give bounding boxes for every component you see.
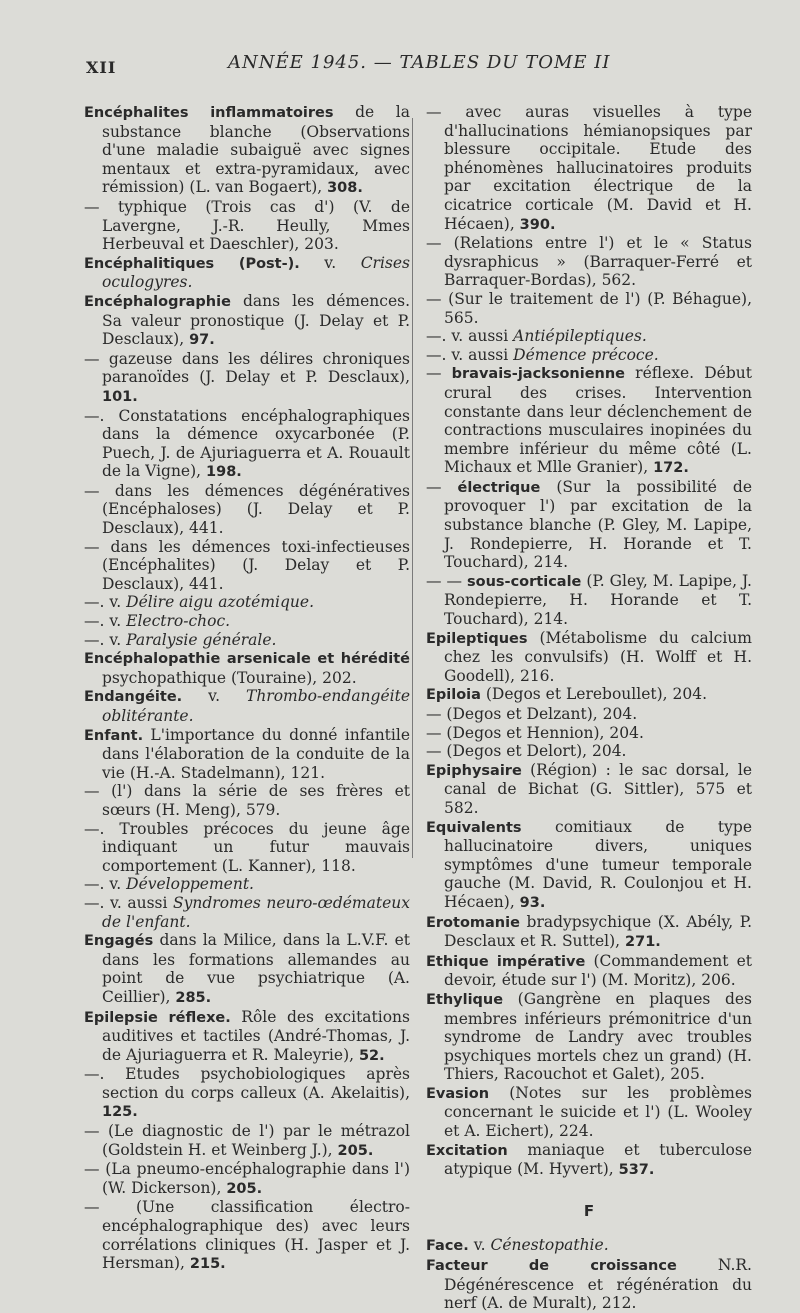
entry-page: 537.: [618, 1162, 655, 1179]
section-letter: F: [583, 1201, 595, 1220]
entry-heading: Facteur de croissance: [426, 1258, 677, 1275]
entry-text: dans les démences. Sa valeur pronostique (J. Delay et P. Desclaux),: [102, 291, 410, 349]
entry-heading: Engagés: [84, 933, 154, 950]
entry-text: — —: [426, 571, 468, 590]
entry-reference: Démence précoce.: [513, 345, 659, 364]
entry-text: v.: [299, 253, 361, 272]
left-column: [84, 103, 410, 1274]
index-entry: [84, 687, 410, 725]
entry-text: (Commandement et devoir, étude sur l') (M. Moritz), 206.: [444, 951, 752, 990]
index-entry: [426, 685, 752, 705]
entry-text: psychopathique (Touraine), 202.: [102, 668, 357, 687]
index-entry: [426, 327, 752, 346]
running-title: ANNÉE 1945. — TABLES DU TOME II: [228, 52, 611, 73]
entry-text: —: [426, 477, 458, 496]
entry-text: —. v. aussi: [426, 327, 514, 346]
entry-heading: Ethylique: [426, 991, 504, 1008]
entry-heading: Encéphalites inflammatoires: [84, 105, 334, 121]
index-entry: [84, 612, 410, 631]
column-divider: [412, 118, 413, 858]
right-column: [426, 103, 752, 1313]
entry-page: 198.: [206, 464, 242, 481]
entry-heading: Epiloia: [426, 687, 481, 704]
page-number: XII: [86, 58, 117, 77]
entry-heading: Equivalents: [426, 819, 522, 836]
entry-text: —. v.: [84, 593, 127, 612]
index-entry: [84, 482, 410, 538]
entry-text: v.: [182, 687, 246, 706]
entry-text: réflexe. Début crural des crises. Intervention constante dans leur déclenchement de contractions musculaires inopinées du membre inférieur du même côté (L. Michaux et Mlle Granier),: [444, 364, 752, 477]
index-entry: [426, 103, 752, 234]
entry-text: —. v. aussi: [426, 345, 514, 364]
entry-heading: Ethique impérative: [426, 953, 586, 970]
entry-page: 93.: [519, 894, 546, 911]
entry-text: — (Degos et Delzant), 204.: [426, 705, 638, 723]
index-entry: [84, 931, 410, 1007]
entry-page: 285.: [175, 989, 212, 1006]
entry-text: — (Sur le traitement de l') (P. Béhague), 565.: [426, 289, 752, 327]
index-entry: [426, 290, 752, 327]
entry-page: 215.: [189, 1256, 226, 1273]
entry-page: 125.: [102, 1104, 138, 1121]
entry-text: — (l') dans la série de ses frères et sœurs (H. Meng), 579.: [84, 782, 410, 819]
index-entry: [426, 478, 752, 572]
index-entry: [84, 875, 410, 894]
entry-text: maniaque et tuberculose atypique (M. Hyvert),: [444, 1140, 752, 1179]
entry-text: (Degos et Lereboullet), 204.: [480, 685, 708, 704]
entry-text: dans la Milice, dans la L.V.F. et dans les formations allemandes au point de vue psychiatrique (A. Ceillier),: [102, 931, 410, 1006]
index-entry: [426, 742, 752, 761]
entry-heading: Face.: [426, 1238, 469, 1255]
entry-text: v.: [468, 1236, 491, 1255]
entry-text: — (La pneumo-encéphalographie dans l') (W. Dickerson),: [84, 1160, 410, 1197]
entry-page: 308.: [327, 180, 363, 197]
index-entry: [84, 103, 410, 198]
entry-page: 172.: [653, 460, 689, 477]
entry-text: — dans les démences dégénératives (Encéphaloses) (J. Delay et P. Desclaux), 441.: [84, 481, 410, 538]
index-entry: [84, 782, 410, 819]
index-entry: [426, 1084, 752, 1141]
index-entry: [84, 1198, 410, 1273]
index-entry: [426, 952, 752, 990]
entry-heading: Endangéite.: [84, 689, 183, 706]
entry-text: —. Constatations encéphalographiques dans la démence oxycarbonée (P. Puech, J. de Ajuriaguerra et A. Rouault de la Vigne),: [84, 406, 410, 481]
entry-text: (Notes sur les problèmes concernant le suicide et l') (L. Wooley et A. Eichert), 224.: [444, 1083, 752, 1141]
index-entry: [426, 1141, 752, 1180]
entry-text: N.R. Dégénérescence et régénération du nerf (A. de Muralt), 212.: [444, 1256, 752, 1313]
index-entry: [84, 649, 410, 687]
entry-text: (Région) : le sac dorsal, le canal de Bichat (G. Sittler), 575 et 582.: [444, 760, 752, 817]
entry-heading: Excitation: [426, 1142, 508, 1159]
entry-heading: Evasion: [426, 1085, 490, 1102]
index-entry: [426, 1256, 752, 1313]
index-entry: [426, 818, 752, 913]
entry-heading: Encéphalopathie arsenicale et hérédité: [84, 651, 410, 668]
entry-text: — typhique (Trois cas d') (V. de Lavergne, J.-R. Heully, Mmes Herbeuval et Daeschler), 203.: [84, 197, 410, 254]
entry-heading: Erotomanie: [426, 914, 520, 931]
entry-text: (Sur la possibilité de provoquer l') par excitation de la substance blanche (P. Gley, M. Lapipe, J. Rondepierre, H. Horande et T. Touchard), 214.: [444, 477, 752, 572]
entry-text: —. v.: [84, 875, 127, 894]
entry-heading: Encéphalitiques (Post-).: [84, 255, 300, 272]
index-entry: [426, 364, 752, 478]
entry-text: (Gangrène en plaques des membres inférieurs prémonitrice d'un syndrome de Landry avec troubles psychiques mortels chez un grand) (H. Thiers, Racouchot et Galet), 205.: [444, 989, 752, 1084]
entry-text: —: [426, 364, 452, 383]
entry-page: 52.: [358, 1047, 385, 1064]
entry-text: — (Relations entre l') et le « Status dysraphicus » (Barraquer-Ferré et Barraquer-Bordas), 562.: [426, 234, 752, 290]
index-entry: [84, 1008, 410, 1066]
entry-reference: Cénestopathie.: [490, 1236, 609, 1255]
index-entry: [426, 234, 752, 290]
entry-text: de la substance blanche (Observations d'une maladie subaiguë avec signes mentaux et extra-pyramidaux, avec rémission) (L. van Bogaert),: [102, 103, 410, 197]
entry-text: — (Degos et Hennion), 204.: [426, 723, 644, 742]
index-entry: [84, 593, 410, 612]
index-entry: [426, 1236, 752, 1256]
entry-page: 271.: [625, 934, 661, 951]
index-entry: [84, 350, 410, 407]
index-entry: [84, 407, 410, 482]
index-entry: [426, 913, 752, 952]
entry-page: 205.: [337, 1142, 374, 1159]
entry-heading: Encéphalographie: [84, 293, 231, 310]
index-entry: [84, 894, 410, 931]
index-entry: [426, 705, 752, 724]
entry-heading: Epiphysaire: [426, 762, 522, 779]
index-entry: [84, 538, 410, 594]
entry-reference: Délire aigu azotémique.: [126, 593, 314, 612]
entry-page: 97.: [189, 332, 215, 349]
index-entry: [84, 1160, 410, 1198]
entry-heading: Enfant.: [84, 727, 144, 744]
entry-reference: Syndromes neuro-œdémateux de l'enfant.: [102, 893, 410, 931]
index-entry: [84, 254, 410, 292]
index-entry: [84, 820, 410, 876]
entry-text: bradypsychique (X. Abély, P. Desclaux et R. Suttel),: [444, 912, 752, 951]
entry-text: — avec auras visuelles à type d'hallucinations hémianopsiques par blessure occipitale. Etude des phénomènes hallucinatoires produits par excitation électrique de la cicatrice corticale (M. David et H. Hécaen),: [426, 103, 752, 233]
index-entry: [84, 1065, 410, 1122]
entry-reference: Développement.: [126, 875, 254, 894]
entry-text: comitiaux de type hallucinatoire divers, uniques symptômes d'une tumeur temporale gauche (M. David, R. Coulonjou et H. Hécaen),: [444, 817, 752, 911]
entry-heading: Epileptiques: [426, 630, 528, 647]
entry-page: 205.: [226, 1180, 263, 1197]
index-entry: [426, 572, 752, 629]
entry-page: 101.: [102, 388, 138, 405]
index-entry: [84, 631, 410, 650]
entry-text: — (Le diagnostic de l') par le métrazol (Goldstein H. et Weinberg J.),: [84, 1122, 410, 1159]
index-entry: [426, 724, 752, 743]
entry-text: — (Une classification électro-encéphalographique des) avec leurs corrélations cliniques (H. Jasper et J. Hersman),: [84, 1198, 410, 1273]
entry-text: L'importance du donné infantile dans l'élaboration de la conduite de la vie (H.-A. Stadelmann), 121.: [102, 725, 410, 782]
entry-reference: Paralysie générale.: [126, 630, 277, 649]
entry-text: —. Etudes psychobiologiques après section du corps calleux (A. Akelaitis),: [84, 1065, 410, 1102]
index-entry: [426, 629, 752, 686]
entry-text: —. v. aussi: [84, 893, 173, 912]
entry-text: Rôle des excitations auditives et tactiles (André-Thomas, J. de Ajuriaguerra et R. Maleyrie),: [102, 1007, 410, 1064]
entry-reference: Thrombo-endangéite oblitérante.: [102, 687, 410, 725]
index-entry: [84, 292, 410, 350]
entry-text: —. v.: [84, 612, 127, 631]
entry-text: — gazeuse dans les délires chroniques paranoïdes (J. Delay et P. Desclaux),: [84, 349, 410, 387]
entry-text: (P. Gley, M. Lapipe, J. Rondepierre, H. Horande et T. Touchard), 214.: [444, 571, 752, 629]
index-entry: [84, 198, 410, 254]
entry-heading: Epilepsie réflexe.: [84, 1009, 231, 1026]
entry-text: — dans les démences toxi-infectieuses (Encéphalites) (J. Delay et P. Desclaux), 441.: [84, 537, 410, 593]
entry-heading: sous-corticale: [467, 573, 582, 590]
entry-reference: Antiépileptiques.: [513, 327, 647, 346]
running-header: [0, 52, 800, 82]
entry-heading: bravais-jacksonienne: [451, 366, 626, 383]
entry-text: — (Degos et Delort), 204.: [426, 742, 627, 761]
entry-heading: électrique: [457, 479, 541, 496]
entry-reference: Crises oculogyres.: [102, 253, 410, 292]
entry-text: (Métabolisme du calcium chez les convulsifs) (H. Wolff et H. Goodell), 216.: [444, 628, 752, 685]
index-entry: [426, 346, 752, 365]
entry-text: —. v.: [84, 630, 127, 649]
entry-reference: Electro-choc.: [126, 612, 231, 631]
index-entry: [84, 1122, 410, 1160]
index-entry: [426, 761, 752, 818]
index-entry: [84, 726, 410, 783]
entry-text: —. Troubles précoces du jeune âge indiquant un futur mauvais comportement (L. Kanner), 118.: [84, 819, 410, 875]
index-entry: [426, 990, 752, 1084]
entry-page: 390.: [519, 216, 556, 233]
